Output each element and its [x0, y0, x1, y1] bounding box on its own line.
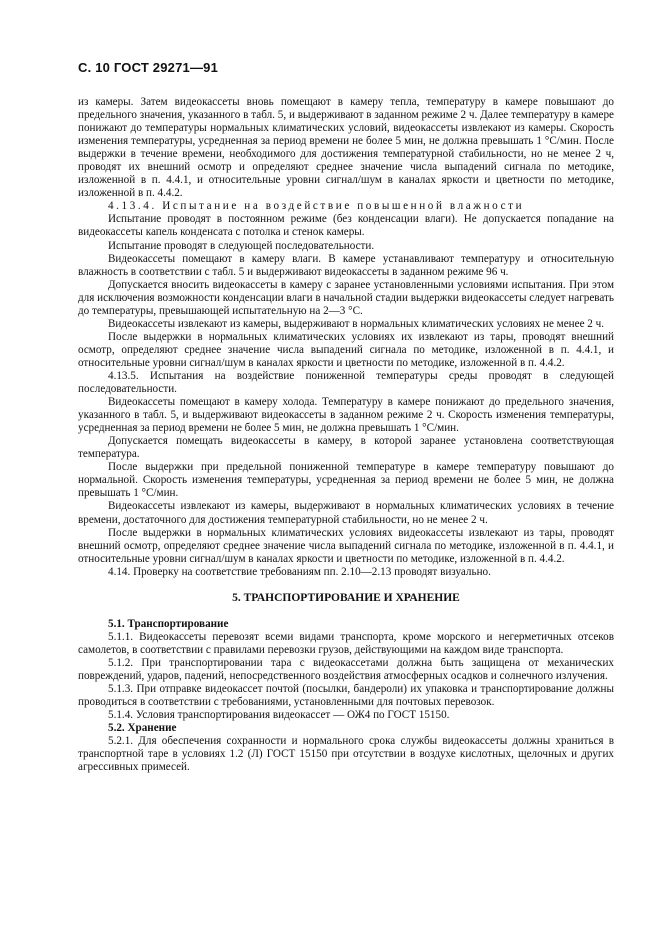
paragraph: 4.14. Проверку на соответствие требованиям пп. 2.10—2.13 проводят визуально. — [108, 565, 491, 578]
page-header: С. 10 ГОСТ 29271—91 — [78, 60, 219, 75]
subsection-title-transport: 5.1. Транспортирование — [108, 617, 229, 630]
paragraph: Испытание проводят в следующей последовательности. — [108, 239, 375, 252]
paragraph: 5.1.1. Видеокассеты перевозят всеми видами транспорта, кроме морского и негерметичных отсеков самолетов, в соответствии с правилами перевозки грузов, действующими на каждом виде транспорта. — [78, 630, 614, 656]
paragraph: из камеры. Затем видеокассеты вновь помещают в камеру тепла, температуру в камере повышают до предельного значения, указанного в табл. 5, и выдерживают в заданном режиме 2 ч. Далее температуру в камере понижают до температуры нормальных климатических условий, видеокассеты извлекают из камеры. Скорость изменения температуры, усредненная за период времени не более 5 мин, не должна превышать 1 °С/мин. После выдержки в течение времени, необходимого для достижения температурной стабильности, но не менее 2 ч, проводят их внешний осмотр и определяют среднее значение числа выпадений сигнала по методике, изложенной в п. 4.4.1, и относительные уровни сигнал/шум в каналах яркости и цветности по методике, изложенной в п. 4.4.2. — [78, 96, 614, 200]
paragraph: Видеокассеты извлекают из камеры, выдерживают в нормальных климатических условиях не менее 2 ч. — [108, 317, 605, 330]
paragraph: После выдержки в нормальных климатических условиях видеокассеты извлекают из тары, проводят внешний осмотр, определяют среднее значение числа выпадений сигнала по методике, изложенной в п. 4.4.1, и относительные уровни сигнал/шум в каналах яркости и цветности по методике, изложенной в п. 4.4.2. — [78, 526, 614, 565]
paragraph: После выдержки в нормальных климатических условиях их извлекают из тары, проводят внешний осмотр, определяют среднее значение числа выпадений сигнала по методике, изложенной в п. 4.4.1, и относительные уровни сигнал/шум в каналах яркости и цветности по методике, изложенной в п. 4.4.2. — [78, 330, 614, 369]
paragraph: Допускается помещать видеокассеты в камеру, в которой заранее установлена соответствующая температура. — [78, 435, 614, 461]
paragraph: Допускается вносить видеокассеты в камеру с заранее установленными условиями испытания. При этом для исключения возможности конденсации влаги в начальной стадии выдержки видеокассеты следует нагревать до температуры, превышающей испытательную на 2—3 °С. — [78, 278, 614, 317]
paragraph: 5.1.3. При отправке видеокассет почтой (посылки, бандероли) их упаковка и транспортирование должны проводиться в соответствии с требованиями, установленными для почтовых перевозок. — [78, 683, 614, 709]
document-body — [78, 96, 614, 774]
paragraph: Видеокассеты помещают в камеру влаги. В камере устанавливают температуру и относительную влажность в соответствии с табл. 5 и выдерживают видеокассеты в заданном режиме 96 ч. — [78, 252, 614, 278]
paragraph: 5.1.2. При транспортировании тара с видеокассетами должна быть защищена от механических повреждений, ударов, падений, непосредственного воздействия атмосферных осадков и солнечного излучения. — [78, 656, 614, 682]
paragraph: 5.2.1. Для обеспечения сохранности и нормального срока службы видеокассеты должны храниться в транспортной таре в условиях 1.2 (Л) ГОСТ 15150 при отсутствии в воздухе кислотных, щелочных и других агрессивных примесей. — [78, 735, 614, 774]
paragraph: Видеокассеты извлекают из камеры, выдерживают в нормальных климатических условиях в течение времени, достаточного для достижения температурной стабильности, но не менее 2 ч. — [78, 500, 614, 526]
paragraph: Видеокассеты помещают в камеру холода. Температуру в камере понижают до предельного значения, указанного в табл. 5, и выдерживают видеокассеты в заданном режиме 2 ч. Скорость изменения температуры, усредненная за период времени не более 5 мин, не должна превышать 1 °С/мин. — [78, 396, 614, 435]
subsection-title-storage: 5.2. Хранение — [108, 722, 177, 735]
paragraph: 4.13.5. Испытания на воздействие пониженной температуры среды проводят в следующей последовательности. — [78, 369, 614, 396]
paragraph: Испытание проводят в постоянном режиме (без конденсации влаги). Не допускается попадание на видеокассеты капель конденсата с потолка и стенок камеры. — [78, 213, 614, 239]
paragraph: 5.1.4. Условия транспортирования видеокассет — ОЖ4 по ГОСТ 15150. — [108, 709, 450, 722]
clause-heading-humidity: 4.13.4. Испытание на воздействие повышенной влажности — [108, 200, 525, 213]
section-title: 5. ТРАНСПОРТИРОВАНИЕ И ХРАНЕНИЕ — [232, 591, 460, 604]
paragraph: После выдержки при предельной пониженной температуре в камере температуру повышают до нормальной. Скорость изменения температуры, усредненная за период времени не более 5 мин, не должна превышать 1 °С/мин. — [78, 461, 614, 500]
